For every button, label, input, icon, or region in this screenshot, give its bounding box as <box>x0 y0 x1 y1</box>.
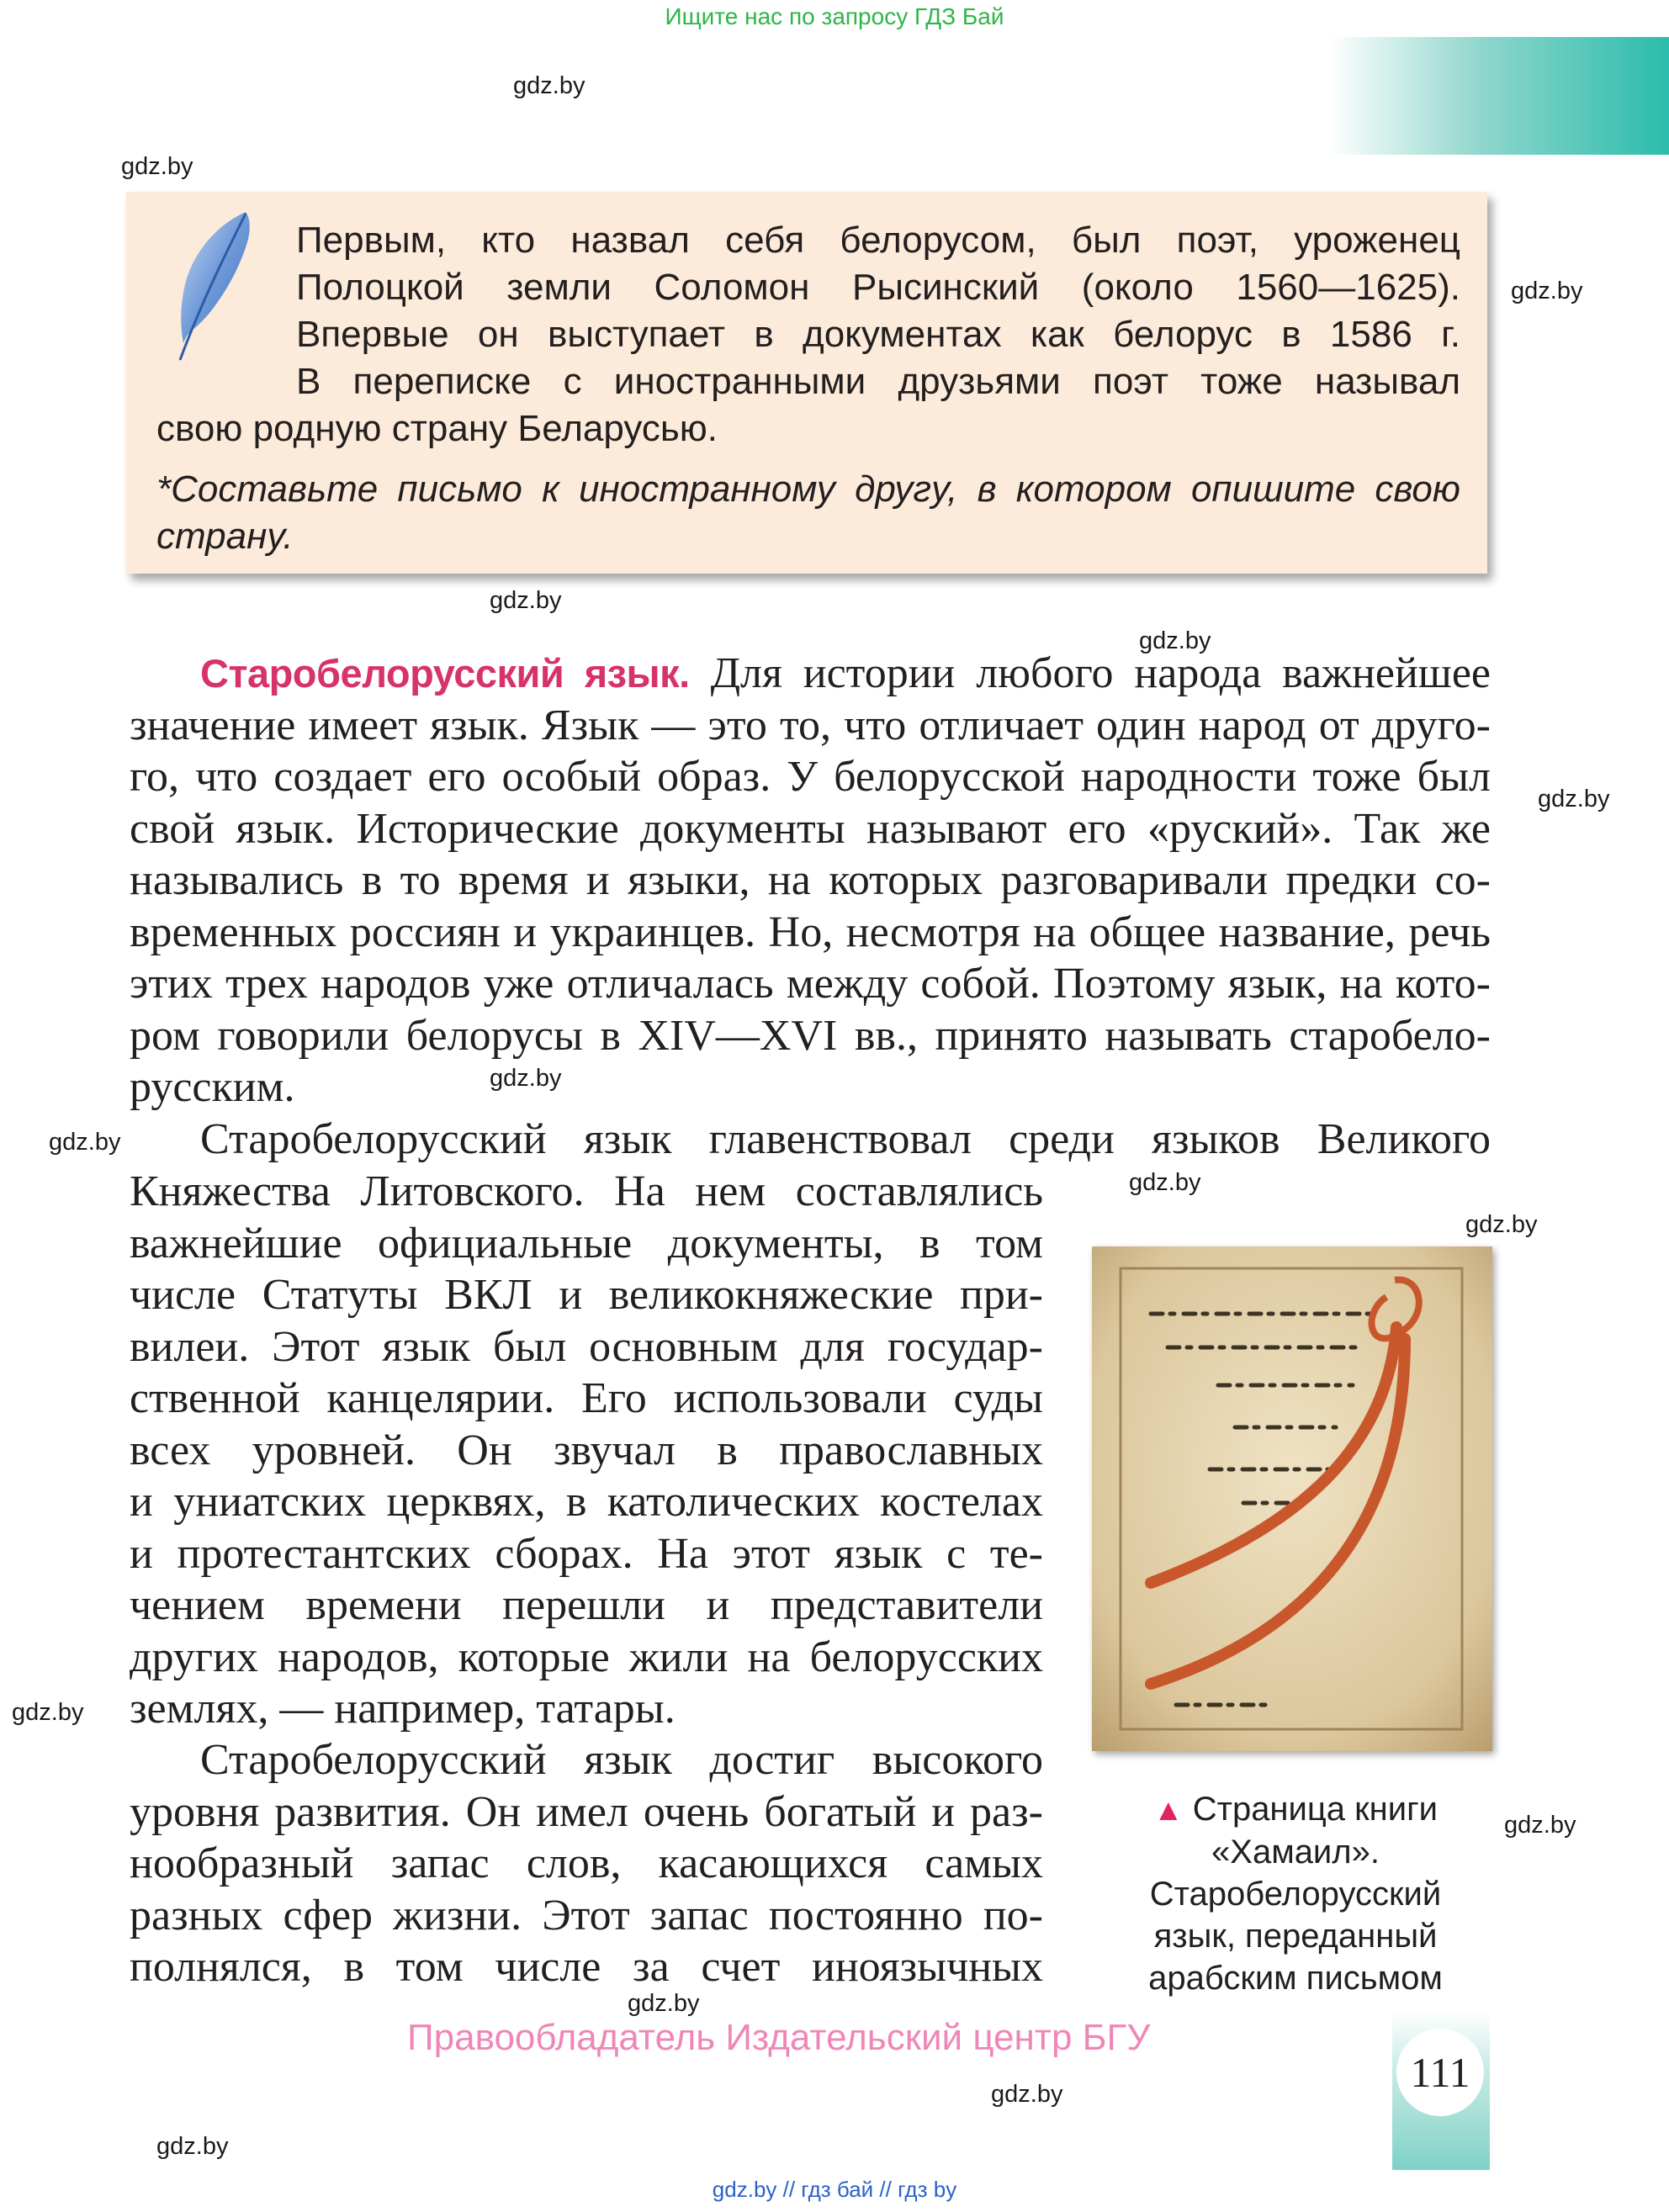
copyright-notice: Правообладатель Издательский центр БГУ <box>407 2017 1151 2058</box>
paragraph-line: назывались в то время и языки, на которых разговаривали предки со- <box>130 856 1491 904</box>
paragraph-line: разных сфер жизни. Этот запас постоянно по- <box>130 1891 1043 1939</box>
khamail-book-page-image <box>1092 1246 1492 1751</box>
paragraph-line: уровня развития. Он имел очень богатый и раз- <box>130 1787 1043 1836</box>
paragraph-line: нообразный запас слов, касающихся самых <box>130 1839 1043 1887</box>
watermark: gdz.by <box>1504 1812 1576 1839</box>
watermark: gdz.by <box>991 2081 1063 2108</box>
paragraph-line: числе Статуты ВКЛ и великокняжеские при- <box>130 1271 1043 1319</box>
paragraph-first-line: Старобелорусский язык достиг высокого <box>200 1736 1043 1784</box>
info-box-line: Впервые он выступает в документах как белорус в 1586 г. <box>296 314 1460 355</box>
watermark: gdz.by <box>121 153 193 180</box>
paragraph-line: Княжества Литовского. На нем составлялись <box>130 1167 1043 1215</box>
teal-decoration-bar <box>1329 37 1669 155</box>
paragraph-line: других народов, которые жили на белорусских <box>130 1633 1043 1681</box>
footer-links[interactable]: gdz.by // гдз бай // гдз by <box>712 2177 957 2202</box>
paragraph-text: Для истории любого народа важнейшее <box>710 649 1491 697</box>
paragraph-first-line: Старобелорусский язык главенствовал среди языков Великого <box>200 1115 1491 1163</box>
caption-line: язык, переданный <box>1153 1918 1438 1955</box>
paragraph-line: ственной канцелярии. Его использовали суды <box>130 1374 1043 1422</box>
paragraph-line: и протестантских сборах. На этот язык с те- <box>130 1529 1043 1578</box>
page-number: 111 <box>1396 2029 1484 2116</box>
section-heading: Старобелорусский язык. <box>200 651 690 696</box>
paragraph-3 <box>130 1734 1043 1993</box>
info-box-task <box>156 466 1460 560</box>
task-line: страну. <box>156 516 294 557</box>
paragraph-2-intro <box>130 1114 1491 1166</box>
watermark: gdz.by <box>628 1990 700 2017</box>
paragraph-line: вилеи. Этот язык был основным для государ- <box>130 1322 1043 1371</box>
watermark: gdz.by <box>156 2133 229 2160</box>
watermark: gdz.by <box>1511 278 1583 304</box>
watermark: gdz.by <box>513 72 585 99</box>
info-box-line: В переписке с иностранными друзьями поэт тоже называл <box>296 361 1460 402</box>
paragraph-line: значение имеет язык. Язык — это то, что отличает один народ от друго- <box>130 701 1491 749</box>
paragraph-line: полнялся, в том числе за счет иноязычных <box>130 1943 1043 1991</box>
caption-line: ▲ Страница книги <box>1152 1791 1439 1828</box>
watermark: gdz.by <box>12 1699 84 1726</box>
watermark: gdz.by <box>1129 1169 1201 1196</box>
watermark: gdz.by <box>490 587 562 614</box>
paragraph-line: русским. <box>130 1063 295 1111</box>
top-banner[interactable]: Ищите нас по запросу ГДЗ Бай <box>665 3 1004 29</box>
caption-line: Старобелорусский <box>1149 1876 1442 1913</box>
paragraph-line: временных россиян и украинцев. Но, несмотря на общее название, речь <box>130 908 1491 956</box>
info-box-line: свою родную страну Беларусью. <box>156 408 718 449</box>
paragraph-first-line <box>130 648 1491 700</box>
paragraph-line: свой язык. Исторические документы называют его «руский». Так же <box>130 804 1491 853</box>
paragraph-line: и униатских церквях, в католических костелах <box>130 1478 1043 1526</box>
watermark: gdz.by <box>1139 627 1211 654</box>
task-line: *Составьте письмо к иностранному другу, в котором опишите свою <box>156 468 1460 510</box>
watermark: gdz.by <box>49 1129 121 1156</box>
paragraph-line: этих трех народов уже отличалась между собой. Поэтому язык, на кото- <box>130 960 1491 1008</box>
info-box-text <box>156 217 1460 452</box>
paragraph-line: важнейшие официальные документы, в том <box>130 1219 1043 1267</box>
watermark: gdz.by <box>490 1065 562 1092</box>
info-box-line: Полоцкой земли Соломон Рысинский (около 1560—1625). <box>296 267 1460 308</box>
watermark: gdz.by <box>1538 786 1610 812</box>
paragraph-2 <box>130 1166 1043 1735</box>
paragraph-line: землях, — например, татары. <box>130 1685 676 1733</box>
paragraph-line: го, что создает его особый образ. У белорусской народности тоже был <box>130 753 1491 801</box>
paragraph-line: ром говорили белорусы в XIV—XVI вв., принято называть старобело- <box>130 1011 1491 1060</box>
info-box-line: Первым, кто назвал себя белорусом, был поэт, уроженец <box>296 220 1460 261</box>
paragraph-1 <box>130 648 1491 1114</box>
caption-line: «Хамаил». <box>1211 1834 1380 1871</box>
triangle-marker-icon: ▲ <box>1152 1792 1184 1827</box>
image-caption <box>1077 1788 1514 1999</box>
caption-line: арабским письмом <box>1148 1960 1443 1997</box>
paragraph-line: чением времени перешли и представители <box>130 1581 1043 1629</box>
watermark: gdz.by <box>1465 1211 1538 1238</box>
paragraph-line: всех уровней. Он звучал в православных <box>130 1426 1043 1474</box>
